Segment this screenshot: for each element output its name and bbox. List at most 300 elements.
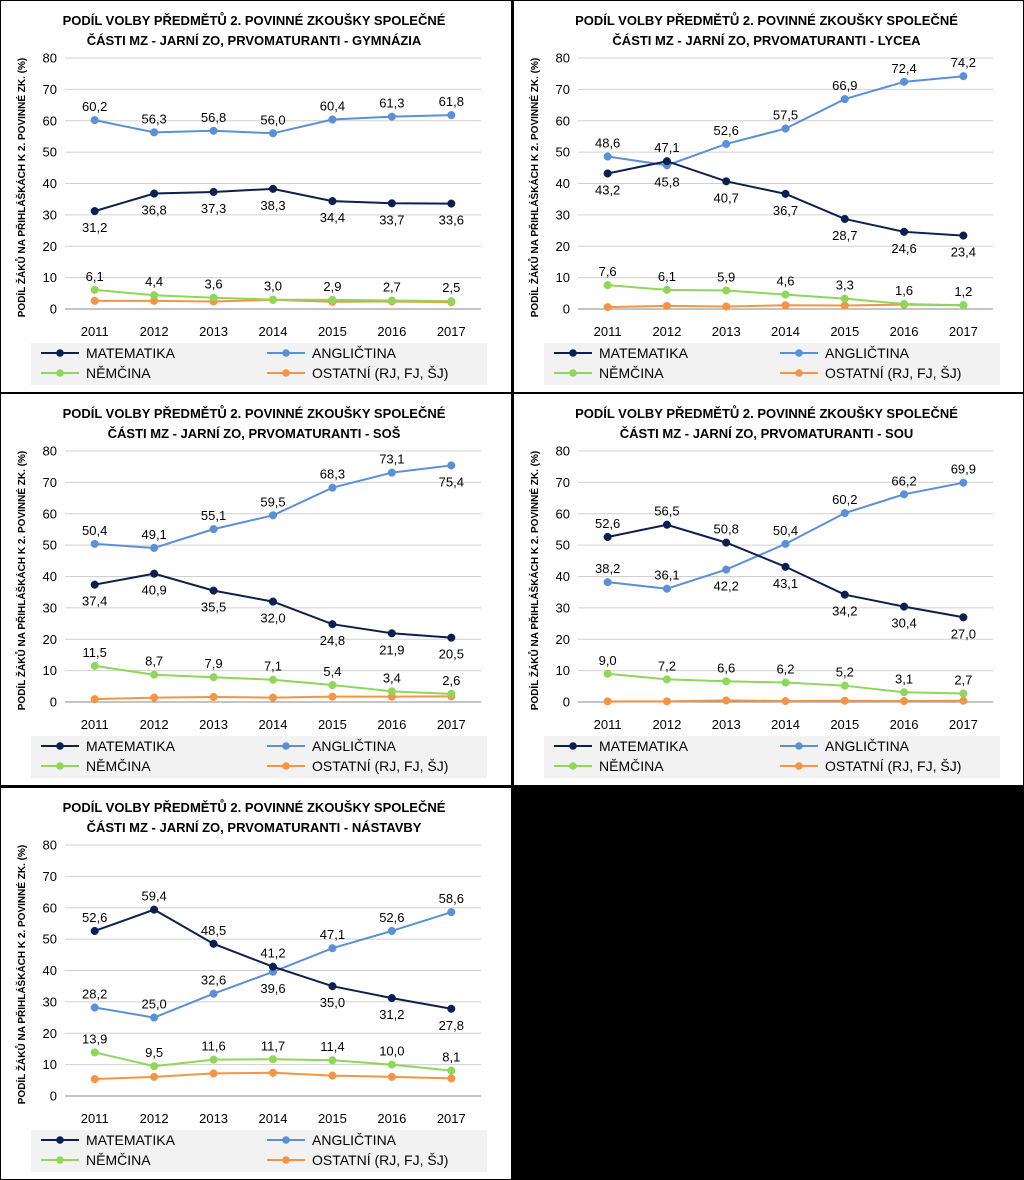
data-point — [722, 677, 730, 685]
data-label: 50,8 — [713, 521, 739, 537]
data-label: 52,6 — [594, 515, 621, 531]
data-point — [782, 679, 790, 687]
line-chart — [1, 788, 511, 1179]
data-label: 5,4 — [323, 664, 342, 680]
x-tick-label: 2015 — [830, 324, 860, 339]
data-label: 74,2 — [950, 55, 977, 71]
legend-marker — [569, 742, 577, 750]
data-point — [900, 603, 908, 611]
data-point — [329, 693, 337, 701]
y-axis-label: PODÍL ŽÁKŮ NA PŘIHLÁŠKÁCH K 2. POVINNÉ ZK. (%) — [17, 57, 28, 318]
legend-label: MATEMATIKA — [599, 345, 688, 361]
x-tick-label: 2014 — [771, 324, 800, 339]
y-tick-label: 50 — [42, 144, 57, 160]
y-tick-label: 70 — [555, 81, 570, 97]
y-tick-label: 60 — [42, 900, 57, 916]
data-point — [663, 521, 671, 529]
y-tick-label: 70 — [42, 81, 57, 97]
data-point — [150, 544, 158, 552]
data-point — [91, 297, 99, 305]
data-point — [447, 297, 455, 305]
data-point — [663, 302, 671, 310]
data-point — [210, 940, 218, 948]
data-point — [841, 509, 849, 517]
data-point — [210, 587, 218, 595]
data-label: 24,6 — [891, 240, 917, 256]
data-point — [91, 286, 99, 294]
y-tick-label: 10 — [555, 663, 570, 679]
x-tick-label: 2011 — [80, 324, 109, 339]
legend-label: NĚMČINA — [599, 365, 664, 381]
x-tick-label: 2012 — [139, 1111, 169, 1126]
data-point — [447, 111, 455, 119]
data-point — [329, 484, 337, 492]
data-point — [150, 1014, 158, 1022]
data-point — [388, 1061, 396, 1069]
y-tick-label: 40 — [555, 569, 570, 584]
data-label: 2,5 — [442, 280, 461, 296]
data-point — [604, 578, 612, 586]
data-label: 75,4 — [438, 474, 464, 490]
data-label: 21,9 — [379, 642, 405, 658]
data-label: 57,5 — [772, 107, 799, 123]
data-label: 43,1 — [772, 575, 799, 591]
y-tick-label: 80 — [555, 443, 570, 459]
y-tick-label: 50 — [42, 931, 57, 947]
data-point — [841, 302, 849, 310]
legend-label: MATEMATIKA — [86, 345, 175, 361]
chart-title-line: ČÁSTI MZ - JARNÍ ZO, PRVOMATURANTI - LYCEA — [612, 33, 921, 48]
x-tick-label: 2017 — [948, 324, 978, 339]
legend-marker — [282, 742, 290, 750]
data-point — [604, 170, 612, 178]
chart-panel-lycea — [514, 1, 1023, 392]
data-label: 56,5 — [654, 503, 680, 519]
legend-marker — [282, 369, 290, 377]
chart-panel-sos — [1, 394, 511, 785]
data-point — [388, 113, 396, 121]
data-label: 23,4 — [950, 244, 977, 260]
data-label: 50,4 — [772, 522, 799, 538]
x-tick-label: 2011 — [593, 717, 622, 732]
data-label: 34,4 — [319, 210, 346, 226]
data-label: 25,0 — [141, 996, 167, 1012]
data-point — [329, 296, 337, 304]
legend-label: NĚMČINA — [86, 365, 151, 381]
data-label: 31,2 — [379, 1007, 405, 1023]
data-point — [960, 479, 968, 487]
data-label: 3,4 — [382, 670, 401, 686]
data-label: 6,2 — [776, 661, 795, 677]
data-point — [841, 591, 849, 599]
data-point — [91, 540, 99, 548]
data-label: 36,7 — [772, 202, 799, 218]
y-tick-label: 10 — [42, 1057, 57, 1073]
y-tick-label: 50 — [42, 537, 57, 553]
data-point — [91, 1049, 99, 1057]
y-tick-label: 70 — [42, 868, 57, 884]
y-tick-label: 40 — [555, 176, 570, 191]
data-label: 48,6 — [594, 135, 621, 151]
data-label: 4,4 — [145, 274, 164, 290]
legend-marker — [282, 1136, 290, 1144]
data-label: 2,6 — [442, 672, 461, 688]
chart-title-line: ČÁSTI MZ - JARNÍ ZO, PRVOMATURANTI - GYMNÁZIA — [86, 33, 422, 48]
legend-label: MATEMATIKA — [599, 738, 688, 754]
y-tick-label: 50 — [555, 144, 570, 160]
data-label: 5,2 — [835, 664, 854, 680]
legend-marker — [56, 349, 64, 357]
data-point — [900, 490, 908, 498]
data-point — [91, 1004, 99, 1012]
data-point — [900, 300, 908, 308]
x-tick-label: 2014 — [258, 1111, 288, 1126]
data-point — [150, 1062, 158, 1070]
data-point — [329, 620, 337, 628]
x-tick-label: 2014 — [771, 717, 800, 732]
data-point — [388, 688, 396, 696]
legend-label: OSTATNÍ (RJ, FJ, ŠJ) — [312, 1152, 449, 1168]
data-point — [269, 1055, 277, 1063]
data-point — [210, 525, 218, 533]
y-tick-label: 0 — [562, 694, 570, 710]
data-label: 59,4 — [141, 888, 167, 904]
data-point — [604, 281, 612, 289]
data-label: 45,8 — [654, 174, 680, 190]
data-label: 28,7 — [832, 227, 858, 243]
data-point — [269, 512, 277, 520]
chart-title-line: ČÁSTI MZ - JARNÍ ZO, PRVOMATURANTI - SOŠ — [107, 426, 401, 441]
data-point — [960, 232, 968, 240]
data-point — [150, 1073, 158, 1081]
data-label: 1,2 — [954, 284, 973, 300]
legend-marker — [56, 762, 64, 770]
line-chart — [1, 1, 511, 392]
legend-label: NĚMČINA — [599, 758, 664, 774]
data-point — [841, 682, 849, 690]
legend-label: OSTATNÍ (RJ, FJ, ŠJ) — [825, 365, 962, 381]
data-label: 56,3 — [141, 111, 167, 127]
data-label: 3,3 — [835, 277, 854, 293]
data-label: 7,2 — [657, 658, 676, 674]
data-label: 8,1 — [442, 1049, 461, 1065]
x-tick-label: 2014 — [258, 717, 288, 732]
data-label: 6,1 — [657, 268, 676, 284]
data-label: 35,5 — [200, 599, 227, 615]
y-axis-label: PODÍL ŽÁKŮ NA PŘIHLÁŠKÁCH K 2. POVINNÉ ZK. (%) — [530, 450, 541, 711]
data-point — [269, 185, 277, 193]
data-point — [900, 78, 908, 86]
data-label: 60,2 — [832, 492, 858, 508]
data-point — [329, 681, 337, 689]
data-point — [269, 1069, 277, 1077]
x-tick-label: 2012 — [652, 717, 682, 732]
data-point — [841, 295, 849, 303]
data-point — [91, 695, 99, 703]
data-point — [722, 539, 730, 547]
y-tick-label: 30 — [42, 600, 57, 616]
data-label: 55,1 — [200, 508, 227, 524]
data-label: 3,6 — [204, 276, 223, 292]
data-point — [269, 963, 277, 971]
data-label: 32,6 — [200, 972, 227, 988]
data-label: 31,2 — [82, 220, 108, 236]
data-point — [388, 199, 396, 207]
data-point — [960, 697, 968, 705]
data-point — [210, 673, 218, 681]
x-tick-label: 2017 — [948, 717, 978, 732]
data-point — [722, 697, 730, 705]
x-tick-label: 2013 — [199, 1111, 229, 1126]
x-tick-label: 2011 — [80, 1111, 109, 1126]
data-point — [269, 296, 277, 304]
legend-label: ANGLIČTINA — [825, 345, 910, 361]
data-label: 20,5 — [438, 646, 464, 662]
data-point — [329, 982, 337, 990]
data-point — [91, 581, 99, 589]
legend-label: ANGLIČTINA — [312, 738, 397, 754]
chart-panel-gymnazia — [1, 1, 511, 392]
chart-title-line: PODÍL VOLBY PŘEDMĚTŮ 2. POVINNÉ ZKOUŠKY SPOLEČNÉ — [62, 406, 446, 421]
legend-label: OSTATNÍ (RJ, FJ, ŠJ) — [312, 365, 449, 381]
data-label: 2,7 — [382, 279, 401, 295]
y-axis-label: PODÍL ŽÁKŮ NA PŘIHLÁŠKÁCH K 2. POVINNÉ ZK. (%) — [530, 57, 541, 318]
data-label: 38,3 — [260, 197, 286, 213]
x-tick-label: 2012 — [139, 717, 169, 732]
data-label: 61,8 — [438, 94, 464, 110]
legend-label: OSTATNÍ (RJ, FJ, ŠJ) — [312, 758, 449, 774]
data-point — [960, 301, 968, 309]
series-line — [608, 161, 964, 235]
data-label: 27,0 — [950, 626, 977, 642]
y-tick-label: 30 — [555, 207, 570, 223]
y-tick-label: 70 — [42, 474, 57, 490]
data-point — [841, 215, 849, 223]
y-tick-label: 80 — [42, 443, 57, 459]
y-tick-label: 0 — [49, 694, 57, 710]
data-label: 50,4 — [82, 522, 108, 538]
data-point — [210, 127, 218, 135]
data-point — [447, 908, 455, 916]
legend-marker — [282, 349, 290, 357]
legend-marker — [282, 1156, 290, 1164]
data-point — [91, 927, 99, 935]
y-tick-label: 30 — [42, 207, 57, 223]
x-tick-label: 2012 — [652, 324, 682, 339]
data-point — [150, 694, 158, 702]
data-label: 68,3 — [319, 466, 346, 482]
data-label: 56,0 — [260, 112, 286, 128]
data-point — [447, 1005, 455, 1013]
x-tick-label: 2013 — [711, 717, 741, 732]
data-point — [388, 994, 396, 1002]
legend-marker — [795, 762, 803, 770]
y-tick-label: 0 — [562, 301, 570, 317]
data-label: 33,6 — [438, 212, 464, 228]
y-tick-label: 20 — [42, 238, 57, 254]
data-point — [388, 629, 396, 637]
data-point — [447, 690, 455, 698]
data-point — [329, 1072, 337, 1080]
x-tick-label: 2011 — [80, 717, 109, 732]
data-label: 9,0 — [598, 652, 617, 668]
data-label: 69,9 — [950, 461, 977, 477]
data-point — [604, 698, 612, 706]
data-label: 3,0 — [263, 278, 283, 294]
data-label: 72,4 — [891, 60, 917, 76]
data-point — [841, 95, 849, 103]
data-label: 13,9 — [82, 1031, 108, 1047]
legend-label: NĚMČINA — [86, 1152, 151, 1168]
y-tick-label: 0 — [49, 301, 57, 317]
data-label: 42,2 — [713, 578, 739, 594]
y-tick-label: 40 — [42, 963, 57, 978]
data-point — [210, 1070, 218, 1078]
data-point — [782, 190, 790, 198]
chart-title-line: PODÍL VOLBY PŘEDMĚTŮ 2. POVINNÉ ZKOUŠKY SPOLEČNÉ — [575, 13, 958, 28]
x-tick-label: 2016 — [377, 324, 407, 339]
line-chart — [1, 394, 511, 785]
data-label: 11,6 — [201, 1038, 226, 1054]
data-point — [722, 140, 730, 148]
data-point — [663, 157, 671, 165]
data-point — [388, 297, 396, 305]
data-label: 7,6 — [598, 264, 617, 280]
x-tick-label: 2015 — [317, 324, 347, 339]
legend-label: MATEMATIKA — [86, 738, 175, 754]
data-label: 73,1 — [379, 451, 405, 467]
data-label: 60,4 — [319, 98, 346, 114]
data-point — [722, 178, 730, 186]
data-point — [663, 286, 671, 294]
data-label: 56,8 — [200, 109, 227, 125]
x-tick-label: 2013 — [199, 717, 229, 732]
chart-title-line: PODÍL VOLBY PŘEDMĚTŮ 2. POVINNÉ ZKOUŠKY SPOLEČNÉ — [575, 406, 958, 421]
data-label: 35,0 — [319, 995, 346, 1011]
data-label: 2,7 — [954, 672, 973, 688]
data-point — [150, 570, 158, 578]
data-label: 60,2 — [82, 99, 108, 115]
data-point — [782, 697, 790, 705]
y-tick-label: 20 — [42, 1025, 57, 1041]
y-tick-label: 0 — [49, 1088, 57, 1104]
chart-title-line: ČÁSTI MZ - JARNÍ ZO, PRVOMATURANTI - NÁSTAVBY — [86, 820, 422, 835]
data-label: 61,3 — [379, 95, 405, 111]
empty-black-area — [514, 788, 1024, 1180]
data-point — [210, 294, 218, 302]
legend-marker — [569, 369, 577, 377]
legend-label: NĚMČINA — [86, 758, 151, 774]
chart-title-line: ČÁSTI MZ - JARNÍ ZO, PRVOMATURANTI - SOU — [619, 426, 914, 441]
data-point — [841, 697, 849, 705]
data-point — [150, 906, 158, 914]
data-point — [722, 303, 730, 311]
data-label: 43,2 — [594, 182, 621, 198]
data-point — [388, 927, 396, 935]
legend-marker — [56, 369, 64, 377]
x-tick-label: 2011 — [593, 324, 622, 339]
data-label: 39,6 — [260, 980, 286, 996]
data-label: 11,7 — [260, 1038, 286, 1054]
data-point — [900, 697, 908, 705]
y-tick-label: 40 — [42, 569, 57, 584]
y-tick-label: 50 — [555, 537, 570, 553]
y-tick-label: 60 — [42, 506, 57, 522]
legend-marker — [795, 369, 803, 377]
data-label: 6,6 — [717, 660, 736, 676]
data-point — [150, 671, 158, 679]
data-label: 59,5 — [260, 494, 286, 510]
data-point — [447, 634, 455, 642]
chart-panel-nastavby — [1, 788, 511, 1179]
data-label: 48,5 — [200, 922, 227, 938]
data-point — [782, 291, 790, 299]
data-label: 52,6 — [82, 909, 108, 925]
data-point — [960, 72, 968, 80]
data-point — [269, 694, 277, 702]
y-tick-label: 20 — [42, 631, 57, 647]
y-tick-label: 10 — [555, 270, 570, 286]
x-tick-label: 2013 — [199, 324, 229, 339]
data-point — [663, 698, 671, 706]
data-label: 32,0 — [260, 610, 286, 626]
legend-marker — [795, 349, 803, 357]
data-label: 47,1 — [319, 927, 346, 943]
y-tick-label: 80 — [42, 837, 57, 853]
x-tick-label: 2016 — [889, 324, 919, 339]
data-label: 38,2 — [594, 561, 621, 577]
legend-label: OSTATNÍ (RJ, FJ, ŠJ) — [825, 758, 962, 774]
data-point — [269, 130, 277, 138]
data-label: 10,0 — [379, 1043, 405, 1059]
data-label: 28,2 — [82, 986, 108, 1002]
data-point — [782, 125, 790, 133]
y-tick-label: 20 — [555, 238, 570, 254]
y-tick-label: 10 — [42, 270, 57, 286]
data-label: 37,3 — [200, 200, 227, 216]
legend-label: ANGLIČTINA — [312, 1132, 397, 1148]
data-label: 66,2 — [891, 473, 917, 489]
data-label: 66,9 — [832, 78, 858, 94]
data-point — [150, 190, 158, 198]
data-point — [210, 188, 218, 196]
data-point — [722, 287, 730, 295]
y-tick-label: 80 — [555, 50, 570, 66]
data-point — [91, 662, 99, 670]
x-tick-label: 2012 — [139, 324, 169, 339]
legend-label: MATEMATIKA — [86, 1132, 175, 1148]
data-point — [329, 197, 337, 205]
data-label: 3,1 — [895, 671, 914, 687]
data-point — [388, 1073, 396, 1081]
data-label: 2,9 — [323, 278, 342, 294]
y-tick-label: 80 — [42, 50, 57, 66]
data-label: 4,6 — [776, 273, 795, 289]
x-tick-label: 2017 — [436, 717, 466, 732]
y-tick-label: 30 — [555, 600, 570, 616]
x-tick-label: 2016 — [377, 717, 407, 732]
data-label: 47,1 — [654, 140, 680, 156]
data-point — [900, 228, 908, 236]
y-tick-label: 60 — [555, 113, 570, 129]
data-label: 5,9 — [717, 269, 736, 285]
legend-label: ANGLIČTINA — [312, 345, 397, 361]
data-label: 52,6 — [379, 909, 405, 925]
data-label: 33,7 — [379, 212, 405, 228]
data-label: 6,1 — [85, 268, 104, 284]
x-tick-label: 2015 — [317, 1111, 347, 1126]
data-label: 1,6 — [895, 282, 914, 298]
